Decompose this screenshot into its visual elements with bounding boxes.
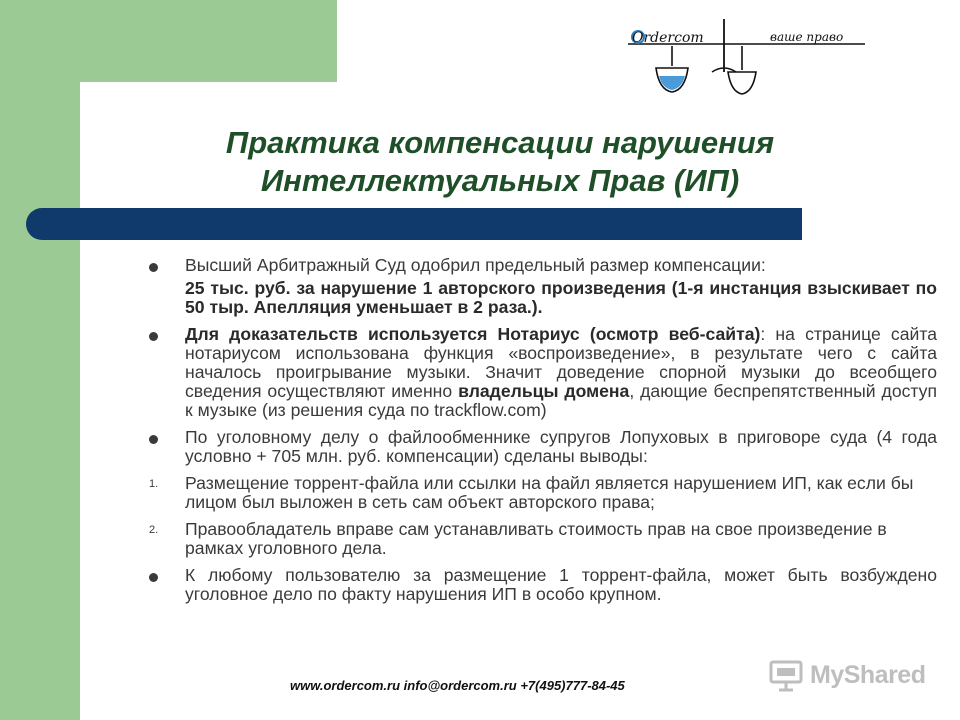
green-side-band xyxy=(0,0,80,720)
title-line-2: Интеллектуальных Прав (ИП) xyxy=(260,163,740,198)
footer-contacts: www.ordercom.ru info@ordercom.ru +7(495)777-84-45 xyxy=(290,678,625,693)
logo-right-pan xyxy=(728,72,756,94)
item-number: 1. xyxy=(149,478,159,490)
item-text: По уголовному делу о файлообменнике супругов Лопуховых в приговоре суда (4 года условно + 705 млн. руб. компенсации) сделаны выводы: xyxy=(185,427,937,466)
item-text xyxy=(185,325,937,420)
logo-text-right: ваше право xyxy=(770,30,844,44)
bullet-icon xyxy=(149,573,158,582)
slide-title xyxy=(150,124,850,200)
title-underline-bar xyxy=(26,208,802,240)
list-item xyxy=(145,428,937,466)
numbered-item xyxy=(145,474,937,512)
list-item xyxy=(145,256,937,317)
title-line-1: Практика компенсации нарушения xyxy=(225,125,775,160)
item-text: Высший Арбитражный Суд одобрил предельный размер компенсации: xyxy=(185,255,766,275)
bullet-icon xyxy=(149,263,158,272)
item-text: Размещение торрент-файла или ссылки на файл является нарушением ИП, как если бы лицом был выложен в сеть сам объект авторского права; xyxy=(185,473,914,512)
watermark-text: MyShared xyxy=(810,660,926,689)
list-item xyxy=(145,325,937,420)
slide-body xyxy=(145,256,937,604)
scales-logo xyxy=(620,14,870,104)
list-item xyxy=(145,566,937,604)
presentation-icon xyxy=(768,657,804,693)
bullet-icon xyxy=(149,435,158,444)
item-text: К любому пользователю за размещение 1 торрент-файла, может быть возбуждено уголовное дело по факту нарушения ИП в особо крупном. xyxy=(185,565,937,604)
item-bold-text: Для доказательств используется Нотариус (осмотр веб-сайта) xyxy=(185,324,761,344)
item-plain-text: , дающие беспрепятственный доступ к музыке (из решения суда по trackflow.com) xyxy=(185,381,937,420)
numbered-item xyxy=(145,520,937,558)
item-emphasis-text: 25 тыс. руб. за нарушение 1 авторского произведения (1-я инстанция взыскивает по 50 тыр. Апелляция уменьшает в 2 раза.). xyxy=(185,278,937,317)
item-text: Правообладатель вправе сам устанавливать стоимость прав на свое произведение в рамках уголовного дела. xyxy=(185,519,887,558)
logo-text-left: Ordercom xyxy=(632,30,704,46)
item-number: 2. xyxy=(149,524,159,536)
item-plain-text: : на странице сайта нотариусом использована функция «воспроизведение», в результате чего с сайта началось проигрывание музыки. Значит доведение спорной музыки до всеобщего сведения осуществляют именно xyxy=(185,324,937,401)
bullet-icon xyxy=(149,332,158,341)
green-top-band xyxy=(0,0,337,82)
watermark xyxy=(768,655,925,695)
item-bold-text: владельцы домена xyxy=(458,381,630,401)
